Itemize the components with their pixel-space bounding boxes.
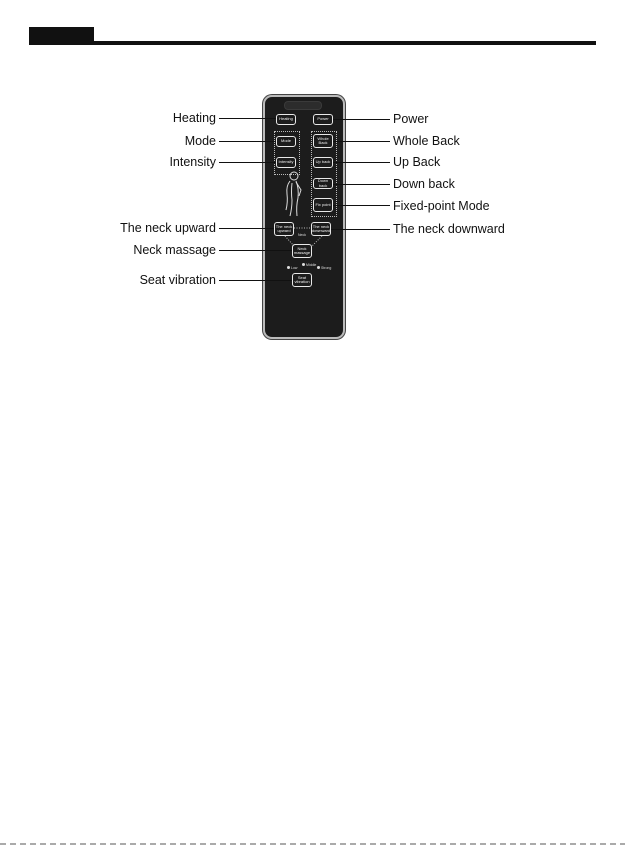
mode-button[interactable]: Mode (276, 136, 296, 147)
up-back-leader (333, 162, 390, 163)
heating-leader (219, 118, 276, 119)
label-heating: Heating (172, 111, 216, 125)
neck-downward-button[interactable]: The neck downward (311, 222, 331, 236)
label-seat-vibration: Seat vibration (139, 273, 216, 287)
body-figure-icon (280, 170, 304, 218)
neck-massage-button[interactable]: Neck massage (292, 244, 312, 258)
power-button[interactable]: Power (313, 114, 333, 125)
level-low-label: Low (291, 266, 298, 270)
heating-button[interactable]: Heating (276, 114, 296, 125)
fixed-point-leader (333, 205, 390, 206)
level-middle-indicator (302, 263, 305, 266)
label-whole-back: Whole Back (393, 134, 460, 148)
level-low-indicator (287, 266, 290, 269)
up-back-button[interactable]: Up back (313, 157, 333, 168)
label-mode: Mode (184, 134, 216, 148)
mode-leader (219, 141, 276, 142)
label-intensity: Intensity (169, 155, 216, 169)
intensity-button[interactable]: Intensity (276, 157, 296, 168)
fixed-point-button[interactable]: Fix point (313, 198, 333, 212)
neck-massage-leader (219, 250, 292, 251)
seat-vibration-button[interactable]: Seat vibration (292, 273, 312, 287)
whole-back-button[interactable]: Whole Back (313, 134, 333, 148)
label-power: Power (393, 112, 429, 126)
label-neck-massage: Neck massage (133, 243, 216, 257)
label-neck-downward: The neck downward (393, 222, 505, 236)
intensity-leader (219, 162, 276, 163)
level-strong-indicator (317, 266, 320, 269)
seat-vibration-leader (219, 280, 292, 281)
down-back-button[interactable]: Down back (313, 178, 333, 189)
neck-upward-button[interactable]: The neck upward (274, 222, 294, 236)
neck-upward-leader (219, 228, 274, 229)
page-bottom-border (0, 843, 625, 845)
power-leader (333, 119, 390, 120)
neck-downward-leader (331, 229, 390, 230)
neck-caption: Neck (298, 233, 306, 237)
level-middle-label: Middle (306, 263, 317, 267)
level-strong-label: Strong (321, 266, 332, 270)
label-down-back: Down back (393, 177, 455, 191)
label-neck-upward: The neck upward (120, 221, 216, 235)
label-fixed-point-mode: Fixed-point Mode (393, 199, 490, 213)
down-back-leader (333, 184, 390, 185)
whole-back-leader (333, 141, 390, 142)
label-up-back: Up Back (393, 155, 441, 169)
